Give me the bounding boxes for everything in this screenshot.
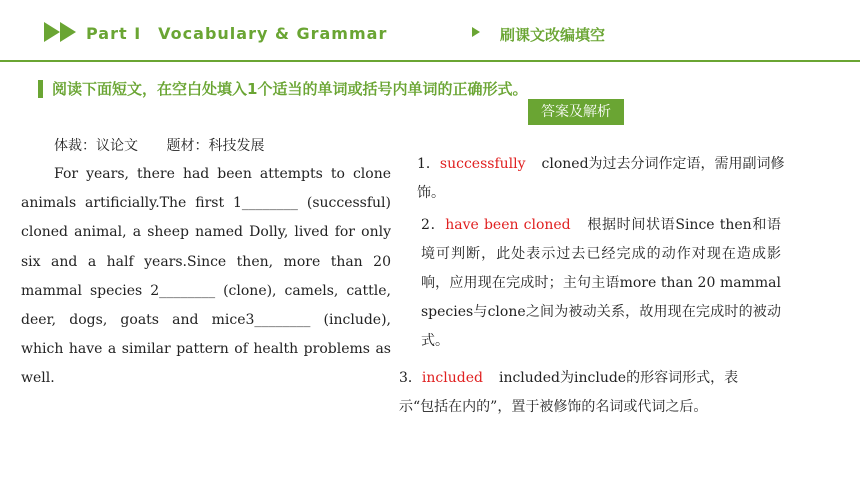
- double-play-icon: [44, 22, 78, 42]
- answer-number: 3．: [399, 370, 422, 386]
- passage-meta: [54, 135, 288, 155]
- answer-explanation: cloned为过去分词作定语，需用副词修饰。: [417, 156, 785, 201]
- answer-word: included: [421, 370, 483, 386]
- passage-text: For years, there had been attempts to clone animals artificially.The first 1________ (successful) cloned animal, a sheep named Dolly, lived for only six and a half years.Since then, more than 20 mammal species 2________ (clone), camels, cattle, deer, dogs, goats and mice3________ (include), which have a similar pattern of health problems as well.: [21, 166, 391, 387]
- answer-item-2: [421, 211, 781, 356]
- play-triangle-icon: [472, 27, 480, 37]
- answer-word: successfully: [439, 156, 526, 172]
- answer-item-3: [399, 364, 771, 422]
- answer-explanation: included为include的形容词形式，表示“包括在内的”，置于被修饰的名词或代词之后。: [399, 370, 739, 415]
- section-title: 刷课文改编填空: [500, 26, 606, 44]
- header-divider: [0, 60, 860, 62]
- answer-item-1: [417, 150, 789, 208]
- instruction-marker: [38, 80, 43, 98]
- answer-number: 1．: [417, 156, 440, 172]
- answer-explanation-button[interactable]: 答案及解析: [528, 99, 624, 125]
- answer-explanation: 根据时间状语Since then和语境可判断，此处表示过去已经完成的动作对现在造成影响，应用现在完成时；主句主语more than 20 mammal species与clone之间为被动关系，故用现在完成时的被动式。: [421, 217, 781, 349]
- answer-word: have been cloned: [445, 217, 571, 233]
- genre-label: 体裁：议论文: [54, 138, 138, 154]
- header: [0, 0, 860, 64]
- instruction-text: 阅读下面短文，在空白处填入1个适当的单词或括号内单词的正确形式。: [52, 80, 528, 98]
- topic-label: 题材：科技发展: [166, 138, 265, 154]
- answer-number: 2．: [421, 217, 446, 233]
- part-title: Part Ⅰ Vocabulary & Grammar: [86, 24, 388, 43]
